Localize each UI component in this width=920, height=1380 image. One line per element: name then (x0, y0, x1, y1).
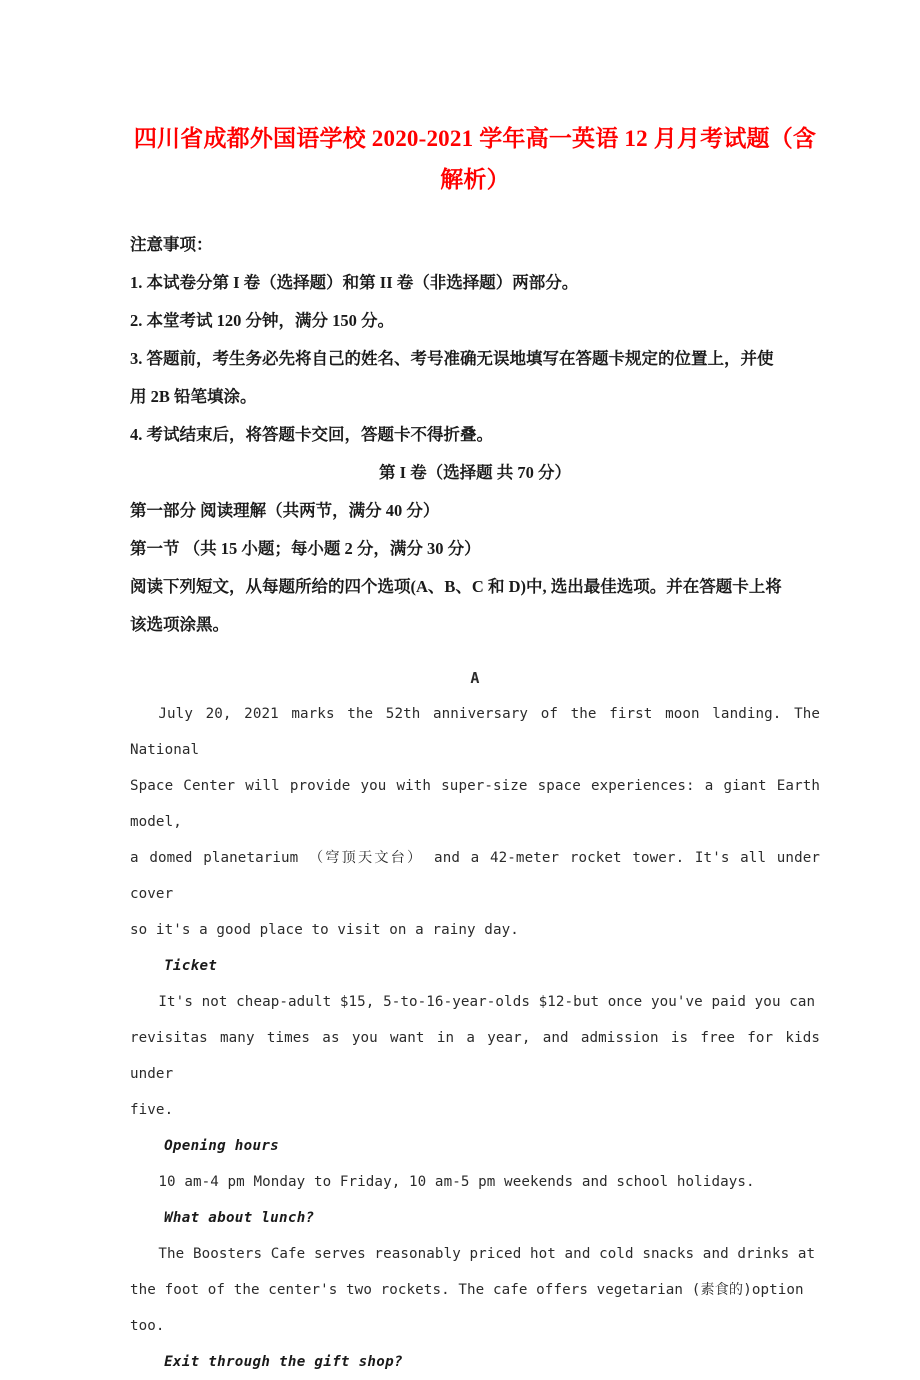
notes-item-2: 2. 本堂考试 120 分钟，满分 150 分。 (130, 311, 394, 330)
gift-shop-heading: Exit through the gift shop? (164, 1354, 403, 1370)
lunch-line-2: the foot of the center's two rockets. The cafe offers vegetarian (素食的)option (130, 1282, 804, 1298)
notes-item-4: 4. 考试结束后，将答题卡交回，答题卡不得折叠。 (130, 425, 493, 444)
subsection-one-heading: 第一节 （共 15 小题；每小题 2 分，满分 30 分） (130, 539, 481, 558)
instruction-line-2: 该选项涂黑。 (130, 615, 229, 634)
passage-a-intro-line-2: Space Center will provide you with super-size space experiences: a giant Earth model, (130, 778, 820, 830)
ticket-line-3: five. (130, 1102, 174, 1118)
notes-item-3-continued: 用 2B 铅笔填涂。 (130, 387, 257, 406)
passage-a-intro-line-3: a domed planetarium （穹顶天文台） and a 42-meter rocket tower. It's all under cover (130, 850, 820, 902)
lunch-line-1: The Boosters Cafe serves reasonably priced hot and cold snacks and drinks at (158, 1246, 816, 1262)
notes-item-3: 3. 答题前，考生务必先将自己的姓名、考号准确无误地填写在答题卡规定的位置上，并使 (130, 349, 774, 368)
page-content (130, 0, 820, 1380)
ticket-line-1: It's not cheap-adult $15, 5-to-16-year-olds $12-but once you've paid you can (158, 994, 816, 1010)
page-title (130, 0, 820, 200)
notes-heading: 注意事项： (130, 235, 213, 254)
lunch-heading: What about lunch? (164, 1210, 315, 1226)
passage-a-intro-line-4: so it's a good place to visit on a rainy day. (130, 922, 519, 938)
page-title-line-2: 解析） (440, 167, 510, 192)
paper-section-heading: 第 I 卷（选择题 共 70 分） (378, 463, 572, 482)
opening-hours-heading: Opening hours (164, 1138, 280, 1154)
ticket-line-2: revisitas many times as you want in a year, and admission is free for kids under (130, 1030, 820, 1082)
instruction-line-1: 阅读下列短文，从每题所给的四个选项(A、B、C 和 D)中, 选出最佳选项。并在答题卡上将 (130, 577, 782, 596)
passage-spacer (130, 644, 820, 660)
lunch-line-3: too. (130, 1318, 165, 1334)
page-title-line-1: 四川省成都外国语学校 2020-2021 学年高一英语 12 月月考试题（含 (133, 126, 817, 151)
opening-hours-line-1: 10 am-4 pm Monday to Friday, 10 am-5 pm weekends and school holidays. (158, 1174, 755, 1190)
notes-item-1: 1. 本试卷分第 I 卷（选择题）和第 II 卷（非选择题）两部分。 (130, 273, 579, 292)
passage-a-intro-line-1: July 20, 2021 marks the 52th anniversary of the first moon landing. The National (130, 706, 820, 758)
passage-a-label: A (470, 669, 480, 687)
part-one-heading: 第一部分 阅读理解（共两节，满分 40 分） (130, 501, 440, 520)
ticket-heading: Ticket (164, 958, 218, 974)
